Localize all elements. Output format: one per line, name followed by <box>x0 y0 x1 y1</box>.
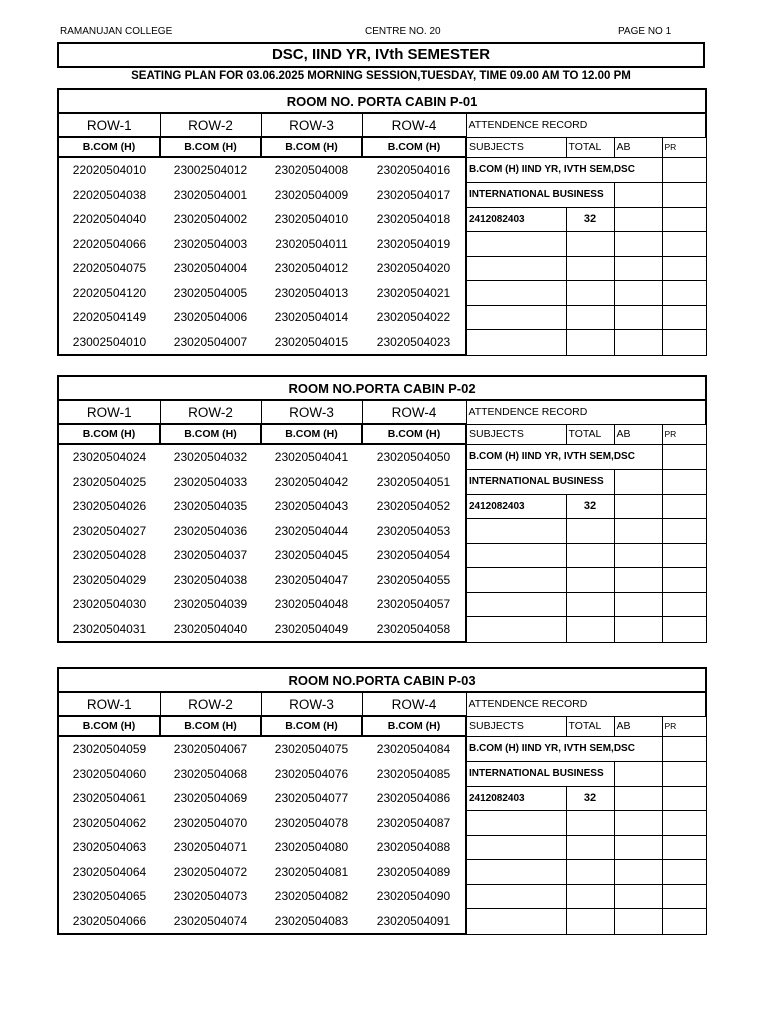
roll-number: 23020504080 <box>274 840 349 855</box>
row-label: ROW-4 <box>362 400 466 424</box>
paper-name: INTERNATIONAL BUSINESS <box>466 470 614 495</box>
roll-number: 23020504058 <box>362 617 466 643</box>
roll-number: 23020504091 <box>362 909 466 935</box>
course-label: B.COM (H) <box>160 137 261 157</box>
roll-number: 22020504038 <box>58 183 160 208</box>
roll-number: 23020504003 <box>173 236 248 251</box>
absent-header: AB <box>614 137 662 157</box>
paper-code: 2412082403 <box>466 494 566 519</box>
table-row <box>58 330 706 356</box>
course-label: B.COM (H) <box>261 137 362 157</box>
roll-number: 23020504021 <box>362 281 466 306</box>
roll-number: 23020504047 <box>274 572 349 587</box>
roll-number: 23020504031 <box>58 617 160 643</box>
row-label: ROW-1 <box>58 113 160 137</box>
seating-plan-subtitle: SEATING PLAN FOR 03.06.2025 MORNING SESSION,TUESDAY, TIME 09.00 AM TO 12.00 PM <box>131 70 631 82</box>
table-row <box>58 786 706 811</box>
roll-number: 23020504077 <box>274 791 349 806</box>
total-header: TOTAL <box>566 424 614 444</box>
roll-number: 23002504010 <box>58 330 160 356</box>
roll-number: 23020504023 <box>362 330 466 356</box>
roll-number: 23020504017 <box>362 183 466 208</box>
roll-number: 23020504053 <box>362 519 466 544</box>
roll-number: 23020504064 <box>58 860 160 885</box>
roll-number: 23020504002 <box>173 212 248 227</box>
roll-number: 22020504040 <box>58 207 160 232</box>
roll-number: 23020504043 <box>274 499 349 514</box>
course-line: B.COM (H) IIND YR, IVTH SEM,DSC <box>466 444 662 470</box>
roll-number: 23020504024 <box>58 444 160 470</box>
roll-number: 23020504018 <box>362 207 466 232</box>
roll-number: 23020504041 <box>274 450 349 465</box>
roll-number: 23020504084 <box>362 736 466 762</box>
roll-number: 23020504050 <box>362 444 466 470</box>
roll-number: 23020504072 <box>173 864 248 879</box>
table-row <box>58 592 706 617</box>
table-row <box>58 519 706 544</box>
roll-number: 23020504035 <box>173 499 248 514</box>
present-header: PR <box>662 137 706 157</box>
row-label: ROW-3 <box>261 692 362 716</box>
roll-number: 23020504039 <box>173 597 248 612</box>
subjects-header: SUBJECTS <box>466 424 566 444</box>
table-row <box>58 811 706 836</box>
table-row <box>58 183 706 208</box>
table-row <box>58 470 706 495</box>
roll-number: 23020504022 <box>362 305 466 330</box>
document-title: DSC, IIND YR, IVth SEMESTER <box>57 42 705 68</box>
present-header: PR <box>662 424 706 444</box>
course-label: B.COM (H) <box>261 716 362 736</box>
course-label: B.COM (H) <box>362 716 466 736</box>
roll-number: 23020504013 <box>274 285 349 300</box>
roll-number: 23020504083 <box>261 909 362 935</box>
college-name: RAMANUJAN COLLEGE <box>60 26 173 37</box>
table-row <box>58 568 706 593</box>
room-name: ROOM NO.PORTA CABIN P-02 <box>58 376 706 400</box>
table-row <box>58 157 706 183</box>
table-row <box>58 835 706 860</box>
roll-number: 23002504012 <box>173 163 248 178</box>
course-label: B.COM (H) <box>58 137 160 157</box>
roll-number: 23020504052 <box>362 494 466 519</box>
total-header: TOTAL <box>566 137 614 157</box>
row-label: ROW-1 <box>58 400 160 424</box>
table-row <box>58 232 706 257</box>
roll-number: 23020504090 <box>362 884 466 909</box>
roll-number: 23020504033 <box>173 474 248 489</box>
roll-number: 23020504063 <box>58 835 160 860</box>
course-label: B.COM (H) <box>58 716 160 736</box>
roll-number: 23020504078 <box>274 815 349 830</box>
row-label: ROW-2 <box>160 692 261 716</box>
seating-table <box>57 375 707 643</box>
student-total: 32 <box>566 786 614 811</box>
room-name: ROOM NO.PORTA CABIN P-03 <box>58 668 706 692</box>
course-label: B.COM (H) <box>160 716 261 736</box>
room-p03-block <box>57 667 705 935</box>
roll-number: 23020504044 <box>274 523 349 538</box>
table-row <box>58 305 706 330</box>
room-p02-block <box>57 375 705 643</box>
roll-number: 23020504025 <box>58 470 160 495</box>
roll-number: 23020504088 <box>362 835 466 860</box>
course-label: B.COM (H) <box>160 424 261 444</box>
roll-number: 23020504020 <box>362 256 466 281</box>
roll-number: 22020504075 <box>58 256 160 281</box>
present-header: PR <box>662 716 706 736</box>
absent-header: AB <box>614 716 662 736</box>
roll-number: 23020504037 <box>173 548 248 563</box>
roll-number: 22020504066 <box>58 232 160 257</box>
seating-table <box>57 667 707 935</box>
roll-number: 23020504070 <box>173 815 248 830</box>
table-row <box>58 494 706 519</box>
roll-number: 23020504026 <box>58 494 160 519</box>
roll-number: 23020504001 <box>173 187 248 202</box>
course-line: B.COM (H) IIND YR, IVTH SEM,DSC <box>466 157 662 183</box>
roll-number: 23020504075 <box>274 742 349 757</box>
roll-number: 22020504120 <box>58 281 160 306</box>
student-total: 32 <box>566 494 614 519</box>
row-label: ROW-1 <box>58 692 160 716</box>
roll-number: 23020504005 <box>173 285 248 300</box>
paper-code: 2412082403 <box>466 207 566 232</box>
roll-number: 23020504061 <box>58 786 160 811</box>
roll-number: 23020504006 <box>173 310 248 325</box>
roll-number: 23020504038 <box>173 572 248 587</box>
absent-header: AB <box>614 424 662 444</box>
roll-number: 23020504089 <box>362 860 466 885</box>
centre-number: CENTRE NO. 20 <box>365 26 441 37</box>
row-label: ROW-4 <box>362 692 466 716</box>
roll-number: 23020504029 <box>58 568 160 593</box>
table-row <box>58 444 706 470</box>
roll-number: 23020504065 <box>58 884 160 909</box>
paper-name: INTERNATIONAL BUSINESS <box>466 183 614 208</box>
roll-number: 23020504060 <box>58 762 160 787</box>
roll-number: 23020504004 <box>173 261 248 276</box>
roll-number: 23020504049 <box>261 617 362 643</box>
roll-number: 23020504011 <box>275 236 348 251</box>
attendance-record-label: ATTENDENCE RECORD <box>466 400 706 424</box>
roll-number: 23020504040 <box>160 617 261 643</box>
paper-name: INTERNATIONAL BUSINESS <box>466 762 614 787</box>
row-label: ROW-2 <box>160 400 261 424</box>
roll-number: 23020504051 <box>362 470 466 495</box>
roll-number: 23020504042 <box>274 474 349 489</box>
roll-number: 23020504019 <box>362 232 466 257</box>
roll-number: 23020504007 <box>160 330 261 356</box>
roll-number: 23020504069 <box>173 791 248 806</box>
roll-number: 23020504074 <box>160 909 261 935</box>
table-row <box>58 256 706 281</box>
course-label: B.COM (H) <box>362 424 466 444</box>
roll-number: 23020504066 <box>58 909 160 935</box>
roll-number: 23020504028 <box>58 543 160 568</box>
roll-number: 23020504012 <box>274 261 349 276</box>
room-name: ROOM NO. PORTA CABIN P-01 <box>58 89 706 113</box>
roll-number: 23020504027 <box>58 519 160 544</box>
table-row <box>58 207 706 232</box>
table-row <box>58 860 706 885</box>
roll-number: 23020504009 <box>274 187 349 202</box>
roll-number: 23020504059 <box>58 736 160 762</box>
subjects-header: SUBJECTS <box>466 137 566 157</box>
table-row <box>58 281 706 306</box>
roll-number: 23020504073 <box>173 889 248 904</box>
roll-number: 23020504015 <box>261 330 362 356</box>
course-label: B.COM (H) <box>362 137 466 157</box>
roll-number: 23020504032 <box>173 450 248 465</box>
roll-number: 23020504014 <box>274 310 349 325</box>
course-line: B.COM (H) IIND YR, IVTH SEM,DSC <box>466 736 662 762</box>
row-label: ROW-3 <box>261 113 362 137</box>
table-row <box>58 543 706 568</box>
course-label: B.COM (H) <box>261 424 362 444</box>
attendance-record-label: ATTENDENCE RECORD <box>466 113 706 137</box>
seating-table <box>57 88 707 356</box>
paper-code: 2412082403 <box>466 786 566 811</box>
roll-number: 23020504086 <box>362 786 466 811</box>
roll-number: 22020504149 <box>58 305 160 330</box>
course-label: B.COM (H) <box>58 424 160 444</box>
table-row <box>58 617 706 643</box>
total-header: TOTAL <box>566 716 614 736</box>
roll-number: 23020504062 <box>58 811 160 836</box>
page-number: PAGE NO 1 <box>618 26 672 37</box>
roll-number: 23020504030 <box>58 592 160 617</box>
roll-number: 23020504057 <box>362 592 466 617</box>
roll-number: 23020504087 <box>362 811 466 836</box>
roll-number: 23020504067 <box>173 742 248 757</box>
roll-number: 23020504055 <box>362 568 466 593</box>
attendance-record-label: ATTENDENCE RECORD <box>466 692 706 716</box>
row-label: ROW-2 <box>160 113 261 137</box>
roll-number: 23020504010 <box>274 212 349 227</box>
roll-number: 23020504054 <box>362 543 466 568</box>
table-row <box>58 884 706 909</box>
roll-number: 22020504010 <box>58 157 160 183</box>
roll-number: 23020504085 <box>362 762 466 787</box>
roll-number: 23020504076 <box>274 766 349 781</box>
roll-number: 23020504008 <box>274 163 349 178</box>
row-label: ROW-4 <box>362 113 466 137</box>
table-row <box>58 736 706 762</box>
row-label: ROW-3 <box>261 400 362 424</box>
roll-number: 23020504036 <box>173 523 248 538</box>
table-row <box>58 762 706 787</box>
roll-number: 23020504082 <box>274 889 349 904</box>
roll-number: 23020504045 <box>274 548 349 563</box>
roll-number: 23020504081 <box>274 864 349 879</box>
roll-number: 23020504048 <box>274 597 349 612</box>
table-row <box>58 909 706 935</box>
roll-number: 23020504068 <box>173 766 248 781</box>
room-p01-block <box>57 88 705 356</box>
roll-number: 23020504071 <box>173 840 248 855</box>
student-total: 32 <box>566 207 614 232</box>
roll-number: 23020504016 <box>362 157 466 183</box>
subjects-header: SUBJECTS <box>466 716 566 736</box>
